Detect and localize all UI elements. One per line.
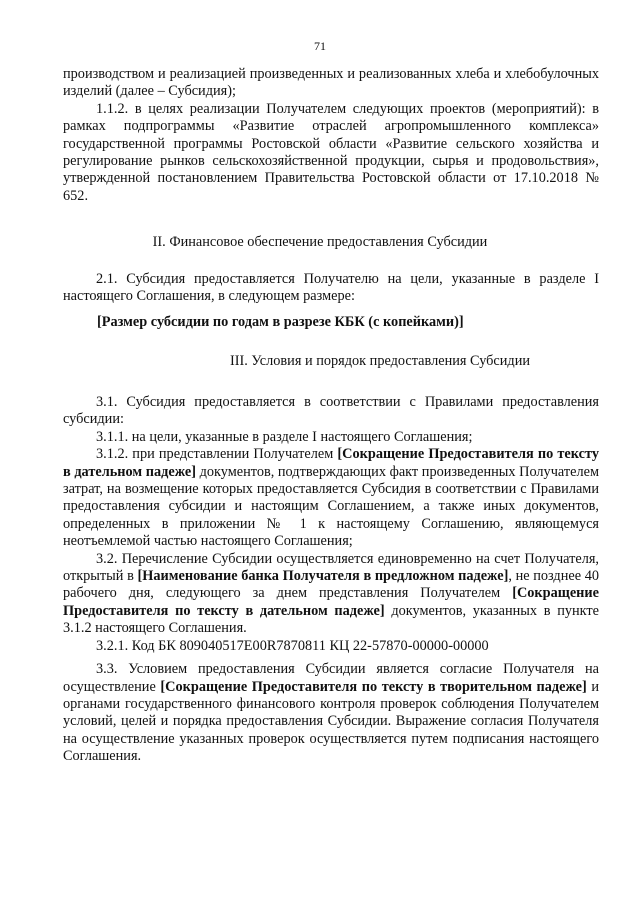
provider-dative-placeholder-2: [Сокращение Предоставителя по тексту в дательном падеже] — [63, 585, 599, 619]
clause-3-1-1: 3.1.1. на цели, указанные в разделе I настоящего Соглашения; — [96, 428, 473, 445]
clause-1-1-1-continuation: производством и реализацией произведенных и реализованных хлеба и хлебобулочных изделий (далее – Субсидия); — [63, 66, 599, 100]
clause-2-1-block — [63, 271, 599, 306]
clause-1-1-2: 1.1.2. в целях реализации Получателем следующих проектов (мероприятий): в рамках подпрограммы «Развитие отраслей агропромышленного комплекса» государственной программы Ростовской области «Развитие сельского хозяйства и регулирование рынков сельскохозяйственной продукции, сырья и продовольствия», утвержденной постановлением Правительства Ростовской области от 17.10.2018 № 652. — [63, 100, 599, 204]
clause-2-1: 2.1. Субсидия предоставляется Получателю на цели, указанные в разделе I настоящего Соглашения, в следующем размере: — [63, 271, 599, 305]
provider-dative-placeholder: [Сокращение Предоставителя по тексту в дательном падеже] — [63, 446, 599, 480]
clause-3-3: 3.3. Условием предоставления Субсидии является согласие Получателя на осуществление [Сокращение Предоставителя по тексту в творительном падеже] и органами государственного финансового контроля проверок соблюдения Получателем условий, целей и порядка предоставления Субсидии. Выражение согласия Получателя на осуществление указанных проверок осуществляется путем подписания настоящего Соглашения. — [63, 661, 599, 765]
provider-instrumental-placeholder: [Сокращение Предоставителя по тексту в творительном падеже] — [160, 678, 587, 695]
section-3-heading: III. Условия и порядок предоставления Субсидии — [229, 353, 531, 369]
page-number: 71 — [314, 39, 326, 53]
clause-3-1: 3.1. Субсидия предоставляется в соответствии с Правилами предоставления субсидии: — [63, 394, 599, 428]
clause-3-2-1: 3.2.1. Код БК 809040517Е00R7870811 КЦ 22-57870-00000-00000 — [96, 637, 489, 654]
subsidy-amount-placeholder-block — [97, 314, 617, 331]
section-3-body — [63, 394, 599, 766]
subsidy-amount-placeholder: [Размер субсидии по годам в разрезе КБК (с копейками)] — [97, 314, 464, 330]
clause-1-1-1-continuation-block — [63, 66, 599, 205]
bank-name-placeholder: [Наименование банка Получателя в предложном падеже] — [137, 568, 509, 585]
clause-3-2: 3.2. Перечисление Субсидии осуществляется единовременно на счет Получателя, открытый в [Наименование банка Получателя в предложном падеже], не позднее 40 рабочего дня, следующего за днем представления Получателем [Сокращение Предоставителя по тексту в дательном падеже] документов, указанных в пункте 3.1.2 настоящего Соглашения. — [63, 550, 599, 637]
section-2-heading: II. Финансовое обеспечение предоставления Субсидии — [152, 234, 488, 250]
clause-3-1-2: 3.1.2. при представлении Получателем [Сокращение Предоставителя по тексту в дательном падеже] документов, подтверждающих факт произведенных Получателем затрат, на возмещение которых предоставляется Субсидия в соответствии с Правилами предоставления субсидии и настоящим Соглашением, а также иных документов, определенных в приложении № 1 к настоящему Соглашению, являющемуся неотъемлемой частью настоящего Соглашения; — [63, 446, 599, 550]
